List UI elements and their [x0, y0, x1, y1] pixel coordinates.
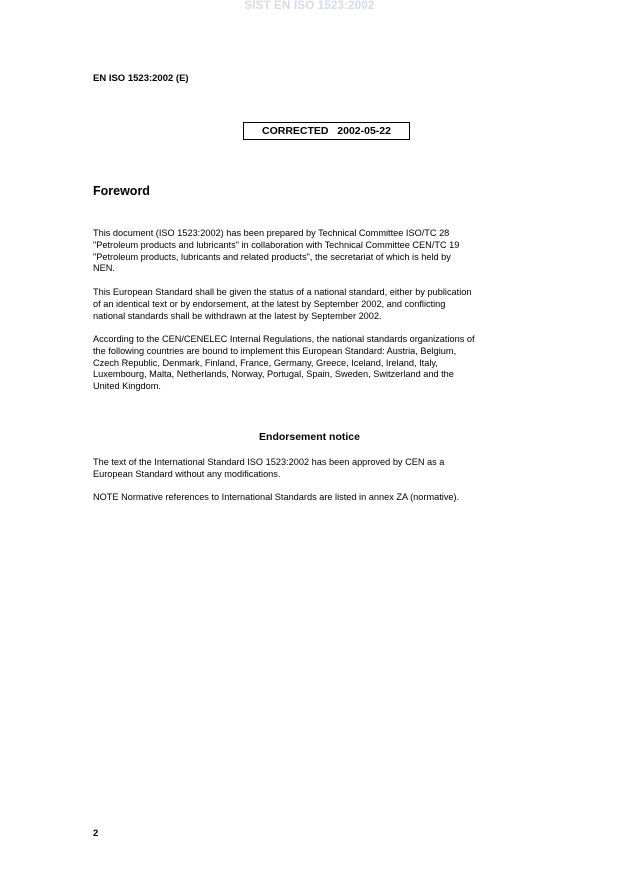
- document-id: EN ISO 1523:2002 (E): [93, 73, 189, 84]
- text-line: NOTE Normative references to International Standards are listed in annex ZA (normative).: [93, 492, 460, 502]
- text-line: European Standard without any modifications.: [93, 468, 281, 479]
- text-line: Luxembourg, Malta, Netherlands, Norway, Portugal, Spain, Sweden, Switzerland and the: [93, 369, 454, 380]
- text-line: This European Standard shall be given the status of a national standard, either by publication: [93, 287, 472, 297]
- foreword-paragraph-2: [93, 287, 533, 322]
- text-line: NEN.: [93, 263, 115, 274]
- text-line: The text of the International Standard ISO 1523:2002 has been approved by CEN as a: [93, 457, 445, 467]
- text-line: United Kingdom.: [93, 381, 161, 392]
- text-line: national standards shall be withdrawn at the latest by September 2002.: [93, 310, 382, 321]
- text-line: According to the CEN/CENELEC Internal Regulations, the national standards organizations of: [93, 334, 475, 344]
- text-line: "Petroleum products, lubricants and related products", the secretariat of which is held by: [93, 251, 451, 262]
- page-number: 2: [93, 828, 99, 839]
- watermark: SIST EN ISO 1523:2002: [244, 0, 375, 12]
- text-line: "Petroleum products and lubricants" in collaboration with Technical Committee CEN/TC 19: [93, 239, 460, 250]
- text-line: This document (ISO 1523:2002) has been prepared by Technical Committee ISO/TC 28: [93, 228, 450, 238]
- endorsement-paragraph: [93, 457, 533, 481]
- text-line: of an identical text or by endorsement, at the latest by September 2002, and conflicting: [93, 298, 446, 309]
- corrected-stamp: CORRECTED 2002-05-22: [243, 122, 410, 140]
- foreword-paragraph-3: [93, 334, 533, 393]
- normative-note: [93, 492, 533, 504]
- foreword-heading: Foreword: [93, 184, 150, 198]
- endorsement-heading: Endorsement notice: [259, 431, 360, 443]
- foreword-paragraph-1: [93, 228, 533, 275]
- text-line: Czech Republic, Denmark, Finland, France, Germany, Greece, Iceland, Ireland, Italy,: [93, 357, 438, 368]
- text-line: the following countries are bound to implement this European Standard: Austria, Belgium,: [93, 345, 457, 356]
